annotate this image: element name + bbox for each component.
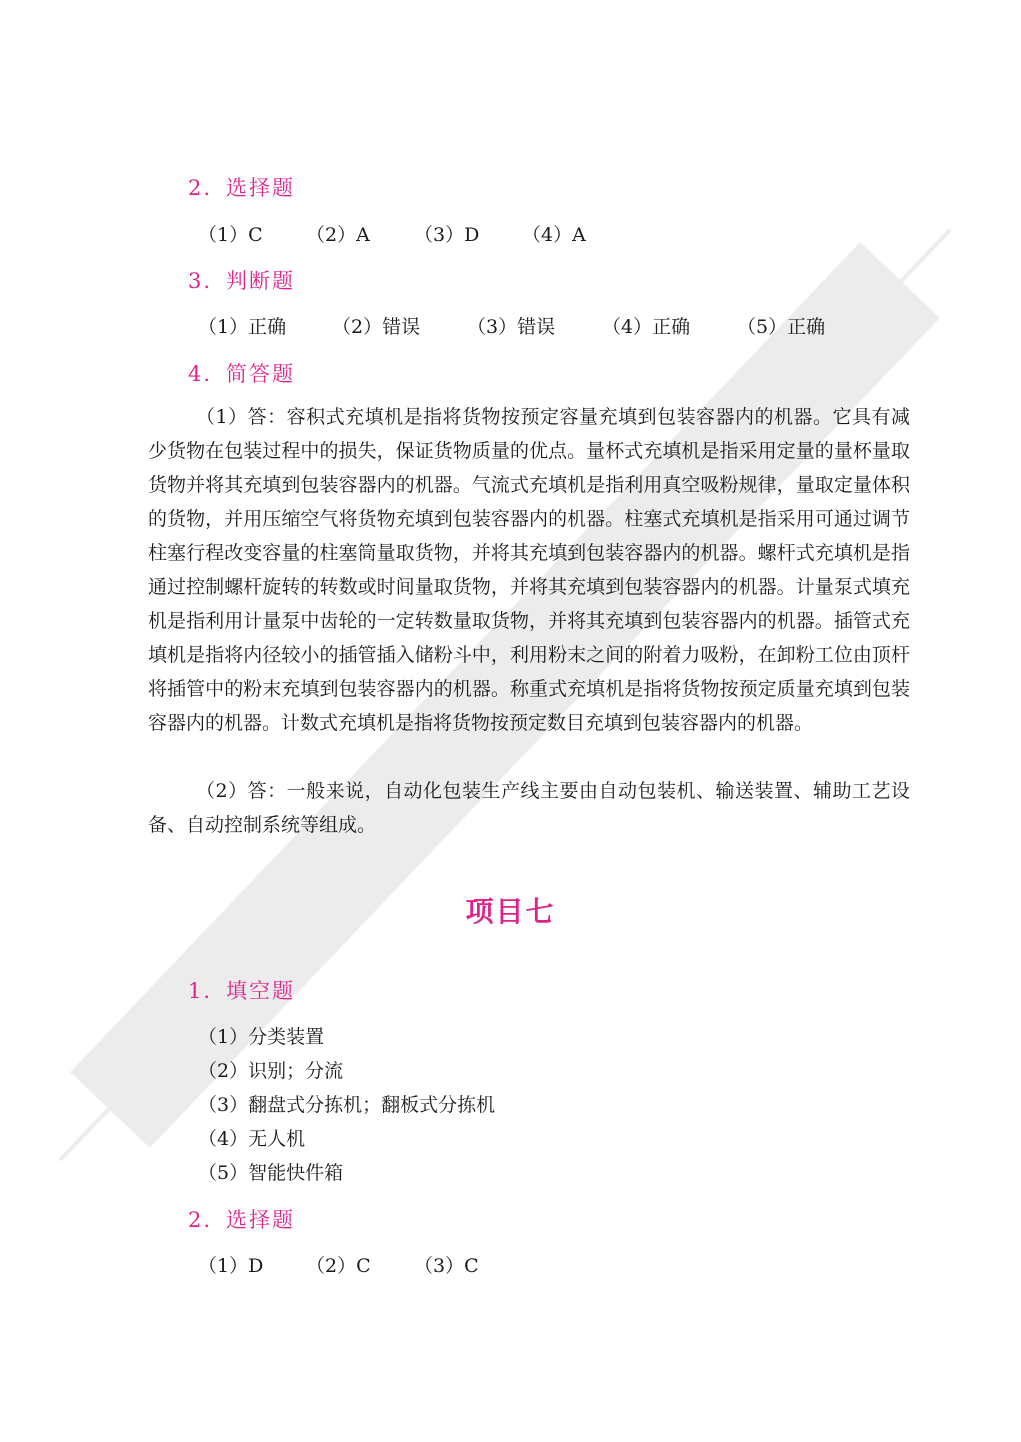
short-answer-2: （2）答：一般来说，自动化包装生产线主要由自动包装机、输送装置、辅助工艺设备、自动控制系统等组成。 — [148, 780, 910, 836]
section-heading-choice-prev — [188, 172, 295, 202]
judge-answers — [198, 312, 825, 339]
list-item: （3）翻盘式分拣机；翻板式分拣机 — [198, 1094, 496, 1116]
answer-item: （5）正确 — [737, 316, 826, 338]
section-title: 判断题 — [226, 269, 296, 293]
answer-item: （4）正确 — [602, 316, 691, 338]
choice-prev-answers — [198, 220, 586, 247]
list-item: （2）识别；分流 — [198, 1060, 344, 1082]
answer-item: （1）正确 — [198, 316, 287, 338]
list-item: （4）无人机 — [198, 1128, 306, 1150]
answer-item: （4）A — [522, 224, 586, 246]
answer-item: （1）C — [198, 224, 263, 246]
section-heading-judge — [188, 265, 295, 295]
section-title: 填空题 — [226, 979, 296, 1003]
section-heading-short — [188, 358, 295, 388]
section-number: 2. — [188, 176, 213, 200]
section-heading-choice — [188, 1204, 295, 1234]
list-item: （5）智能快件箱 — [198, 1162, 344, 1184]
section-title: 选择题 — [226, 176, 296, 200]
fill-answers — [198, 1020, 495, 1190]
section-title: 选择题 — [226, 1208, 296, 1232]
answer-item: （2）错误 — [332, 316, 421, 338]
choice-answers — [198, 1251, 479, 1278]
answer-item: （2）C — [306, 1255, 371, 1277]
answer-item: （3）C — [414, 1255, 479, 1277]
list-item: （1）分类装置 — [198, 1026, 325, 1048]
section-heading-fill — [188, 975, 295, 1005]
section-title: 简答题 — [226, 362, 296, 386]
section-number: 2. — [188, 1208, 213, 1232]
short-answer-1: （1）答：容积式充填机是指将货物按预定容量充填到包装容器内的机器。它具有减少货物在包装过程中的损失，保证货物质量的优点。量杯式充填机是指采用定量的量杯量取货物并将其充填到包装容器内的机器。气流式充填机是指利用真空吸粉规律，量取定量体积的货物，并用压缩空气将货物充填到包装容器内的机器。柱塞式充填机是指采用可通过调节柱塞行程改变容量的柱塞筒量取货物，并将其充填到包装容器内的机器。螺杆式充填机是指通过控制螺杆旋转的转数或时间量取货物，并将其充填到包装容器内的机器。计量泵式填充机是指利用计量泵中齿轮的一定转数量取货物，并将其充填到包装容器内的机器。插管式充填机是指将内径较小的插管插入储粉斗中，利用粉末之间的附着力吸粉，在卸粉工位由顶杆将插管中的粉末充填到包装容器内的机器。称重式充填机是指将货物按预定质量充填到包装容器内的机器。计数式充填机是指将货物按预定数目充填到包装容器内的机器。 — [148, 406, 910, 734]
answer-item: （3）D — [414, 224, 480, 246]
project-title: 项目七 — [465, 895, 556, 928]
answer-item: （1）D — [198, 1255, 264, 1277]
section-number: 4. — [188, 362, 213, 386]
answer-item: （2）A — [306, 224, 370, 246]
answer-item: （3）错误 — [467, 316, 556, 338]
section-number: 1. — [188, 979, 213, 1003]
section-number: 3. — [188, 269, 213, 293]
